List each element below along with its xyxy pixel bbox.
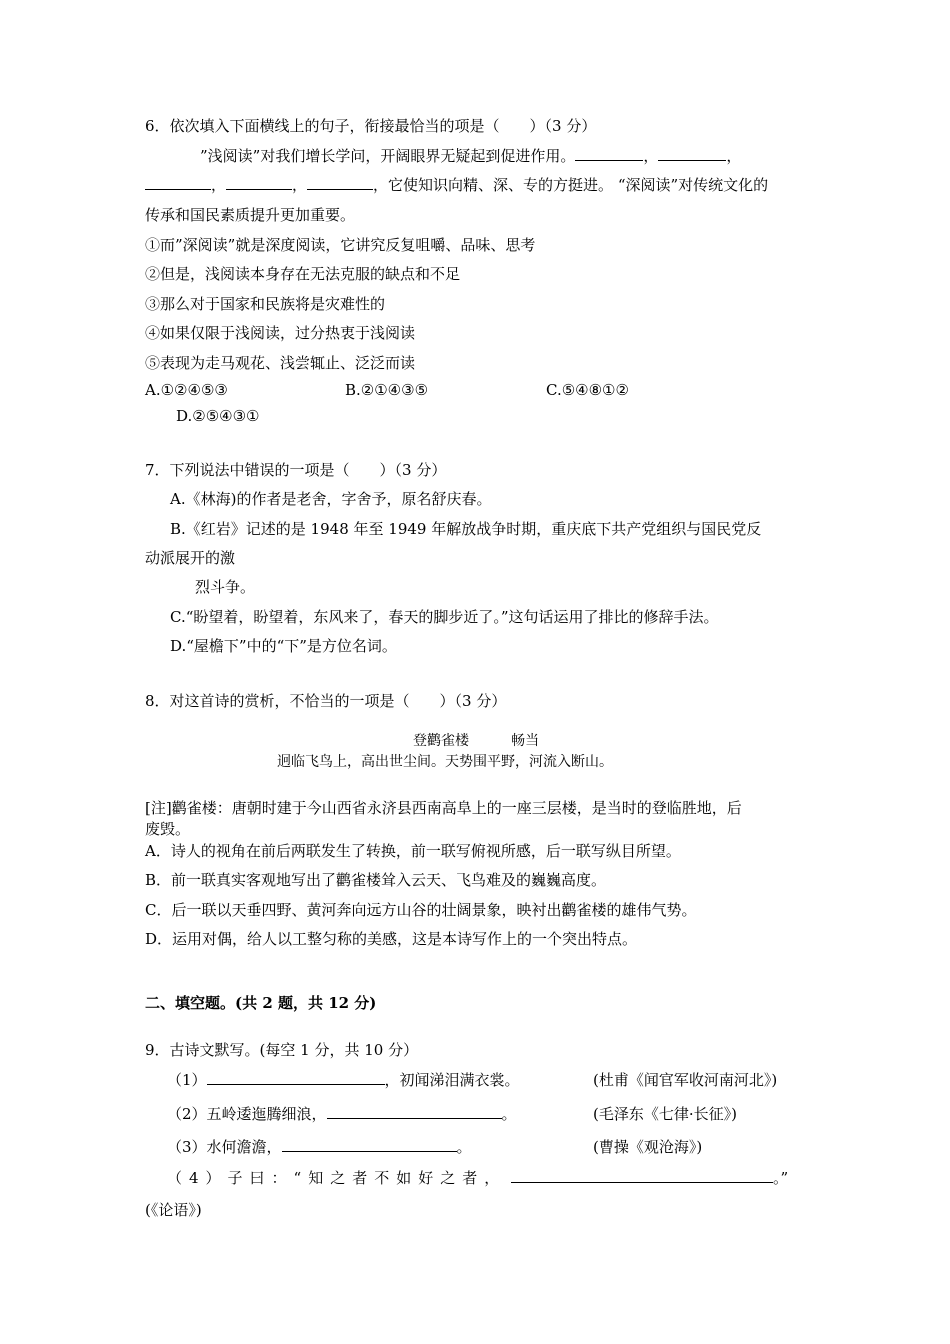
- q6-option-c: C.⑤④⑧①②: [546, 381, 629, 399]
- poem-title: 登鹳雀楼: [413, 733, 469, 749]
- item-number: （1）: [167, 1071, 207, 1089]
- q6-option-d: D.②⑤④③①: [176, 407, 260, 425]
- q6-comma: ，: [726, 147, 742, 165]
- q9-item-4: [167, 1168, 788, 1188]
- q7-option-c: C.“盼望着，盼望着，东风来了，春天的脚步近了。”这句话运用了排比的修辞手法。: [170, 608, 719, 626]
- poem-body: 迥临飞鸟上，高出世尘间。天势围平野，河流入断山。: [277, 754, 613, 770]
- answer-blank: [658, 146, 726, 161]
- answer-blank: [282, 1137, 457, 1152]
- q6-item: ④如果仅限于浅阅读，过分热衷于浅阅读: [145, 324, 416, 342]
- q7-option-b: B.《红岩》记述的是 1948 年至 1949 年解放战争时期，重庆底下共产党组织与国民党反: [170, 520, 762, 538]
- q8-note: [注]鹳雀楼：唐朝时建于今山西省永济县西南高阜上的一座三层楼，是当时的登临胜地，后: [145, 799, 742, 817]
- q7-option-d: D.“屋檐下”中的“下”是方位名词。: [170, 637, 397, 655]
- item-text: （3）水何澹澹，: [167, 1138, 282, 1156]
- item-end: 。: [501, 1105, 517, 1123]
- q6-passage-mid: ，它使知识向精、深、专的方挺进。: [373, 176, 614, 194]
- q9-stem: 9．古诗文默写。(每空 1 分，共 10 分）: [145, 1041, 419, 1059]
- q9-item-1: [167, 1070, 520, 1090]
- item-end: 。: [456, 1138, 472, 1156]
- answer-blank: [327, 1104, 502, 1119]
- q6-passage-line2: [145, 175, 768, 195]
- q8-option-a: A．诗人的视角在前后两联发生了转换，前一联写俯视所感，后一联写纵目所望。: [145, 842, 681, 860]
- q8-option-b: B．前一联真实客观地写出了鹳雀楼耸入云天、飞鸟难及的巍巍高度。: [145, 871, 607, 889]
- q6-passage-line3: 传承和国民素质提升更加重要。: [145, 206, 356, 224]
- q6-item: ⑤表现为走马观花、浅尝辄止、泛泛而读: [145, 354, 416, 372]
- poem-author: 畅当: [511, 733, 540, 749]
- answer-blank: [511, 1168, 773, 1183]
- q6-option-b: B.②①④③⑤: [345, 381, 429, 399]
- answer-blank: [575, 146, 643, 161]
- q8-stem: 8．对这首诗的赏析，不恰当的一项是（ ）（3 分）: [145, 692, 507, 710]
- poem-heading: [413, 731, 539, 751]
- q8-option-c: C．后一联以天垂四野、黄河奔向远方山谷的壮阔景象，映衬出鹳雀楼的雄伟气势。: [145, 901, 697, 919]
- q8-note-cont: 废毁。: [145, 820, 191, 838]
- item-end: 。”: [773, 1169, 789, 1187]
- q6-item: ②但是，浅阅读本身存在无法克服的缺点和不足: [145, 265, 461, 283]
- q6-passage-tail: “深阅读”对传统文化的: [617, 176, 769, 194]
- q9-item-3: [167, 1137, 472, 1157]
- q9-item-2-source: (毛泽东《七律·长征》): [593, 1105, 737, 1123]
- q6-comma: ，: [211, 176, 227, 194]
- item-text: （2）五岭逶迤腾细浪，: [167, 1105, 327, 1123]
- q9-item-1-source: (杜甫《闻官军收河南河北》): [593, 1071, 778, 1089]
- answer-blank: [226, 175, 292, 190]
- q6-comma: ，: [292, 176, 308, 194]
- item-text: ，初闻涕泪满衣裳。: [384, 1071, 520, 1089]
- q9-item-2: [167, 1104, 517, 1124]
- q9-item-3-source: (曹操《观沧海》): [593, 1138, 703, 1156]
- q6-item: ③那么对于国家和民族将是灾难性的: [145, 295, 386, 313]
- q7-stem: 7．下列说法中错误的一项是（ ）（3 分）: [145, 461, 447, 479]
- answer-blank: [207, 1070, 385, 1085]
- q8-option-d: D．运用对偶，给人以工整匀称的美感，这是本诗写作上的一个突出特点。: [145, 930, 638, 948]
- q6-passage-start: ”浅阅读”对我们增长学问，开阔眼界无疑起到促进作用。: [200, 147, 576, 165]
- section-heading: 二、填空题。(共 2 题，共 12 分): [145, 994, 377, 1012]
- q6-passage-line1: [200, 146, 741, 166]
- answer-blank: [307, 175, 373, 190]
- q7-option-b-cont2: 烈斗争。: [195, 578, 256, 596]
- item-text: （4）子曰：“知之者不如好之者，: [167, 1169, 507, 1187]
- q6-comma: ，: [643, 147, 659, 165]
- q6-stem: 6．依次填入下面横线上的句子，衔接最恰当的项是（ ）（3 分）: [145, 117, 597, 135]
- answer-blank: [145, 175, 211, 190]
- q9-item-4-source: (《论语》): [145, 1201, 202, 1219]
- q6-item: ①而”深阅读”就是深度阅读，它讲究反复咀嚼、品味、思考: [145, 236, 536, 254]
- q7-option-b-cont: 动派展开的激: [145, 549, 236, 567]
- q6-option-a: A.①②④⑤③: [145, 381, 228, 399]
- q7-option-a: A.《林海)的作者是老舍，字舍予，原名舒庆春。: [170, 490, 492, 508]
